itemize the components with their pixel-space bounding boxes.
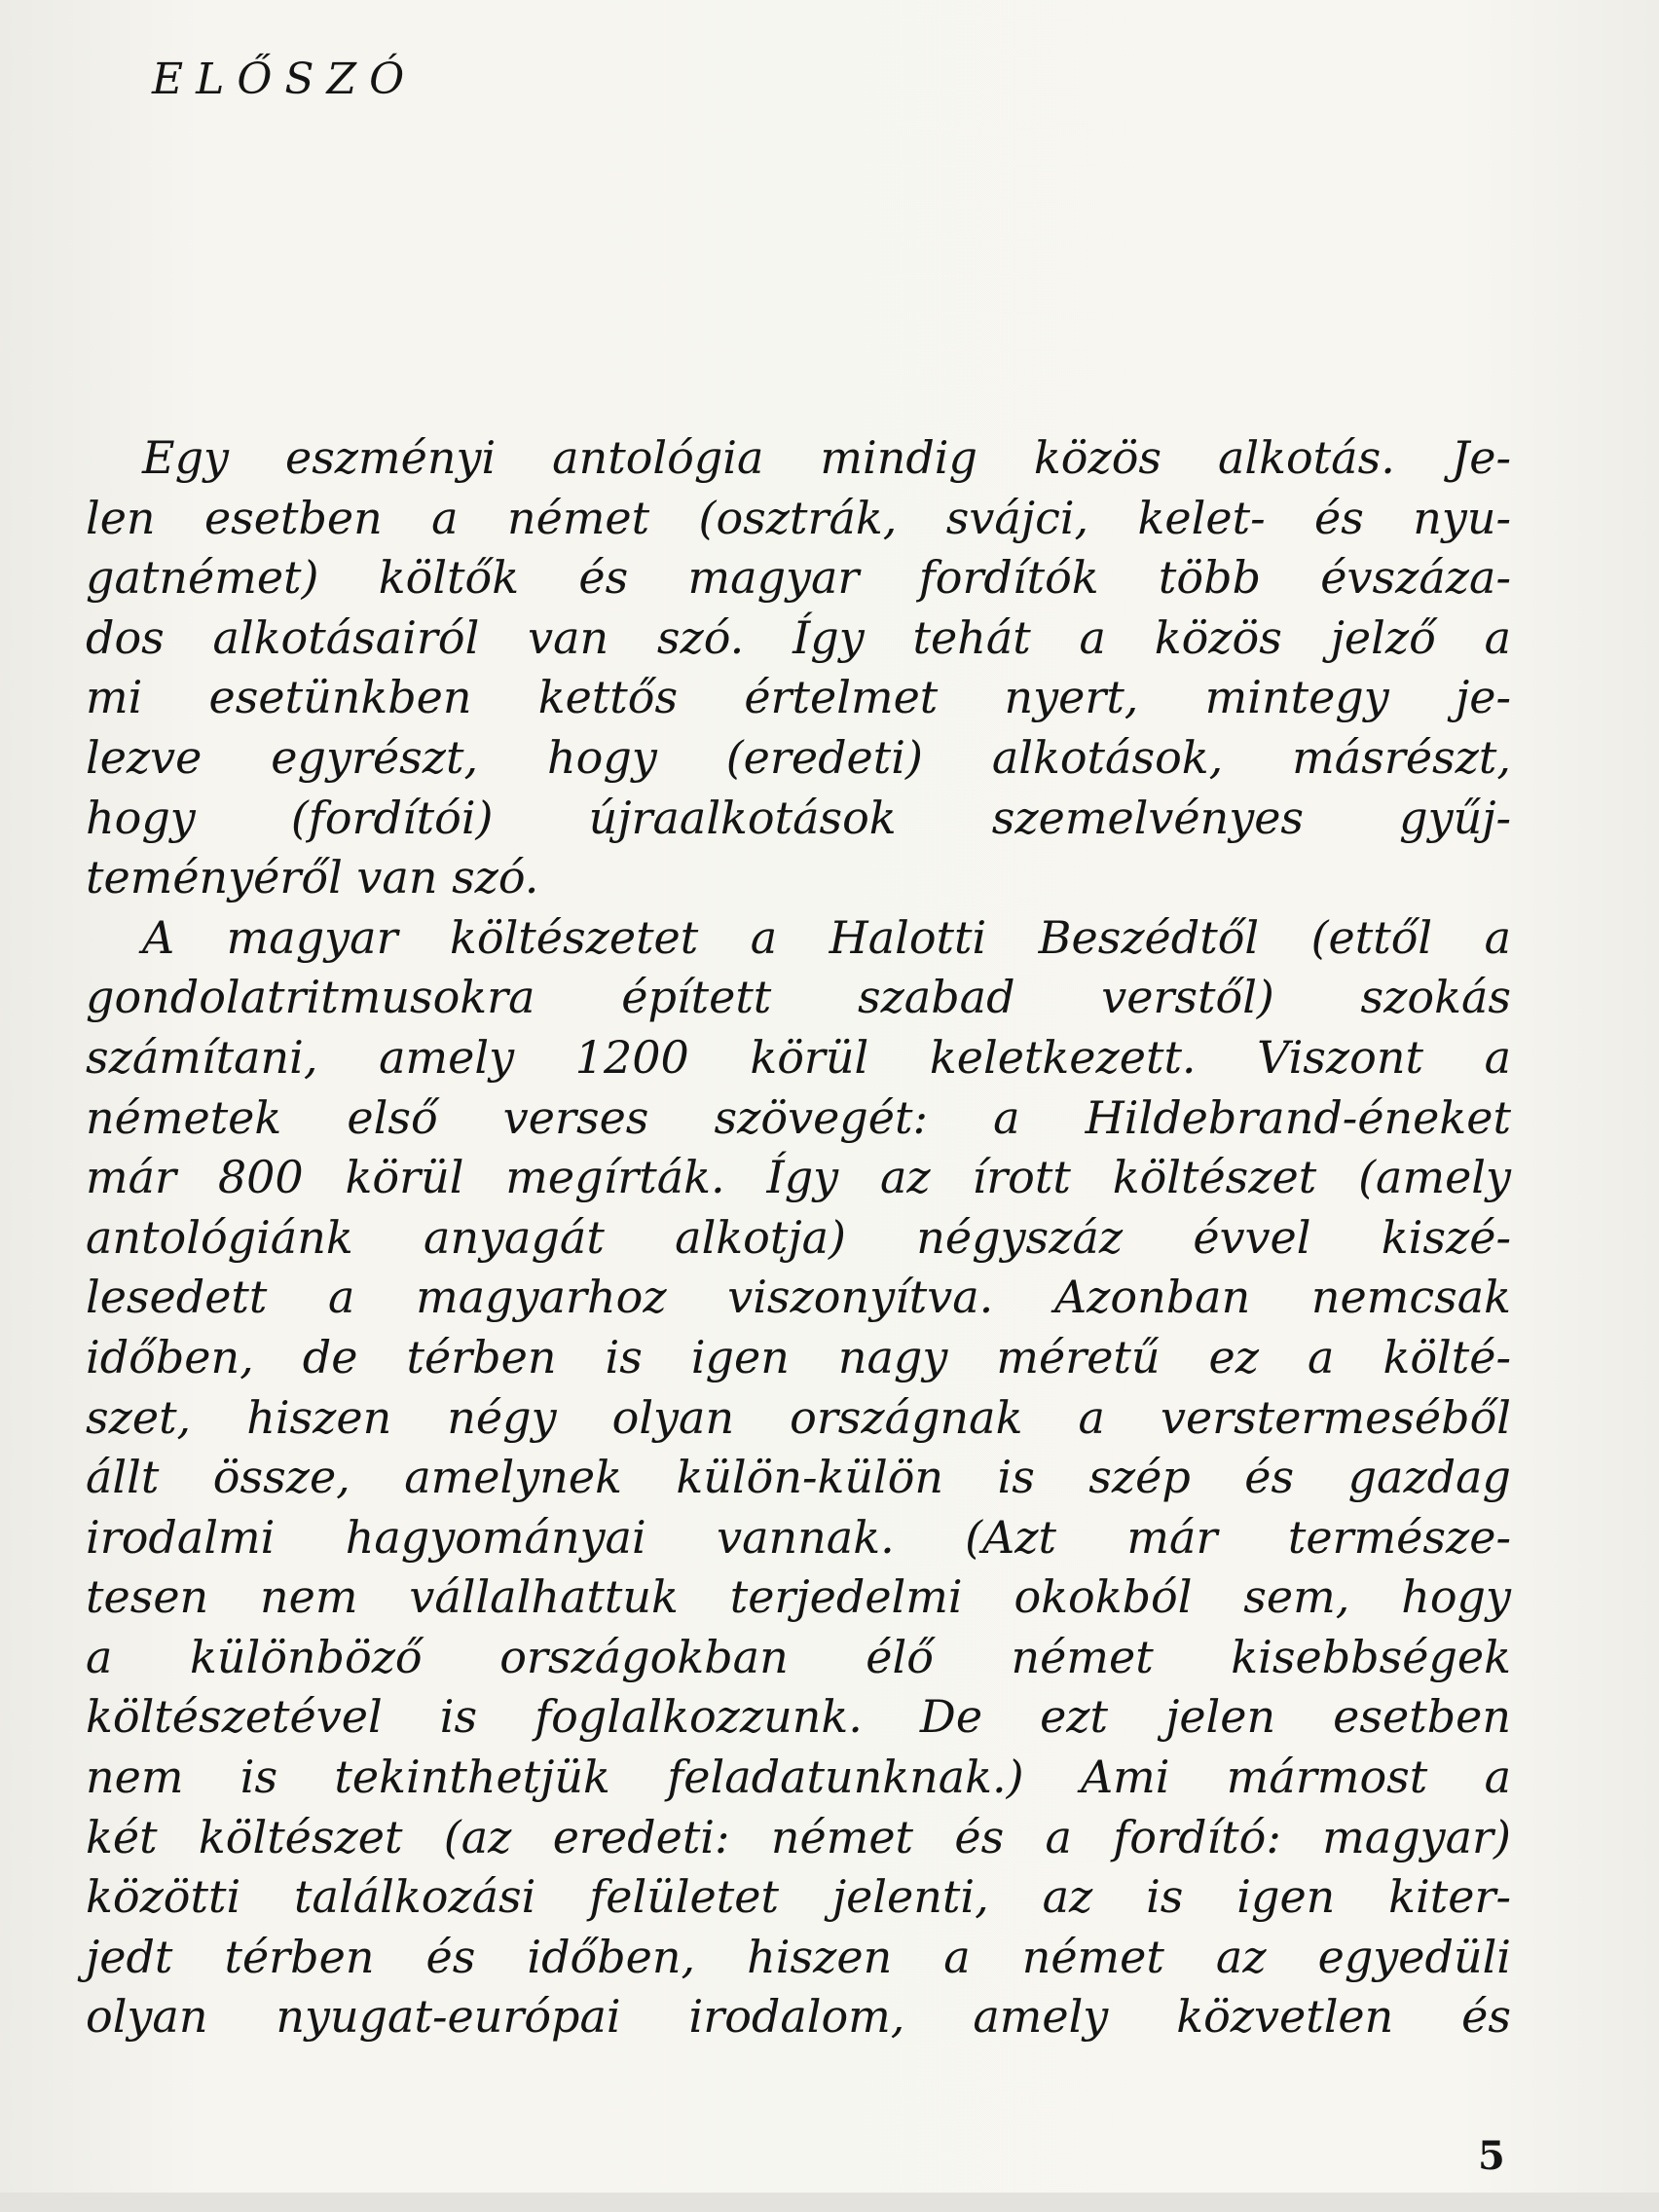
text-line: lesedett a magyarhoz viszonyítva. Azonban nemcsak — [86, 1271, 1511, 1324]
text-line: gondolatritmusokra épített szabad verstől) szokás — [86, 971, 1511, 1024]
text-line: irodalmi hagyományai vannak. (Azt már természe- — [86, 1510, 1511, 1564]
text-line: költészetével is foglalkozzunk. De ezt jelen esetben — [86, 1690, 1511, 1744]
text-line: időben, de térben is igen nagy méretű ez a költé- — [86, 1330, 1511, 1383]
text-line: két költészet (az eredeti: német és a fordító: magyar) — [86, 1810, 1511, 1863]
text-line: közötti találkozási felületet jelenti, az is igen kiter- — [86, 1870, 1511, 1924]
text-line: már 800 körül megírták. Így az írott költészet (amely — [86, 1151, 1511, 1204]
page-heading: ELŐSZÓ — [152, 55, 418, 104]
text-line: teményéről van szó. — [86, 851, 539, 904]
text-line: A magyar költészetet a Halotti Beszédtől (ettől a — [142, 910, 1511, 964]
text-line: németek első verses szövegét: a Hildebrand-éneket — [86, 1090, 1511, 1144]
body-text — [86, 428, 1511, 2047]
text-line: szet, hiszen négy olyan országnak a verstermeséből — [86, 1390, 1511, 1444]
text-line: antológiánk anyagát alkotja) négyszáz évvel kiszé- — [86, 1210, 1511, 1264]
text-line: a különböző országokban élő német kisebbségek — [86, 1630, 1511, 1683]
text-line: jedt térben és időben, hiszen a német az egyedüli — [86, 1930, 1511, 1983]
text-line: lezve egyrészt, hogy (eredeti) alkotások, másrészt, — [86, 730, 1511, 784]
text-line: számítani, amely 1200 körül keletkezett. Viszont a — [86, 1030, 1511, 1084]
page-bottom-edge — [0, 2193, 1659, 2212]
text-line: Egy eszményi antológia mindig közös alkotás. Je- — [142, 431, 1511, 484]
text-line: dos alkotásairól van szó. Így tehát a közös jelző a — [86, 610, 1511, 664]
text-line: len esetben a német (osztrák, svájci, kelet- és nyu- — [86, 491, 1511, 544]
text-line: olyan nyugat-európai irodalom, amely közvetlen és — [86, 1990, 1511, 2044]
page-number: 5 — [1478, 2133, 1505, 2179]
text-line: állt össze, amelynek külön-külön is szép és gazdag — [86, 1451, 1511, 1504]
text-line: hogy (fordítói) újraalkotások szemelvényes gyűj- — [86, 791, 1511, 844]
text-line: mi esetünkben kettős értelmet nyert, mintegy je- — [86, 671, 1511, 724]
text-line: tesen nem vállalhattuk terjedelmi okokból sem, hogy — [86, 1570, 1511, 1624]
text-line: gatnémet) költők és magyar fordítók több évszáza- — [86, 551, 1511, 605]
text-line: nem is tekinthetjük feladatunknak.) Ami mármost a — [86, 1751, 1511, 1804]
